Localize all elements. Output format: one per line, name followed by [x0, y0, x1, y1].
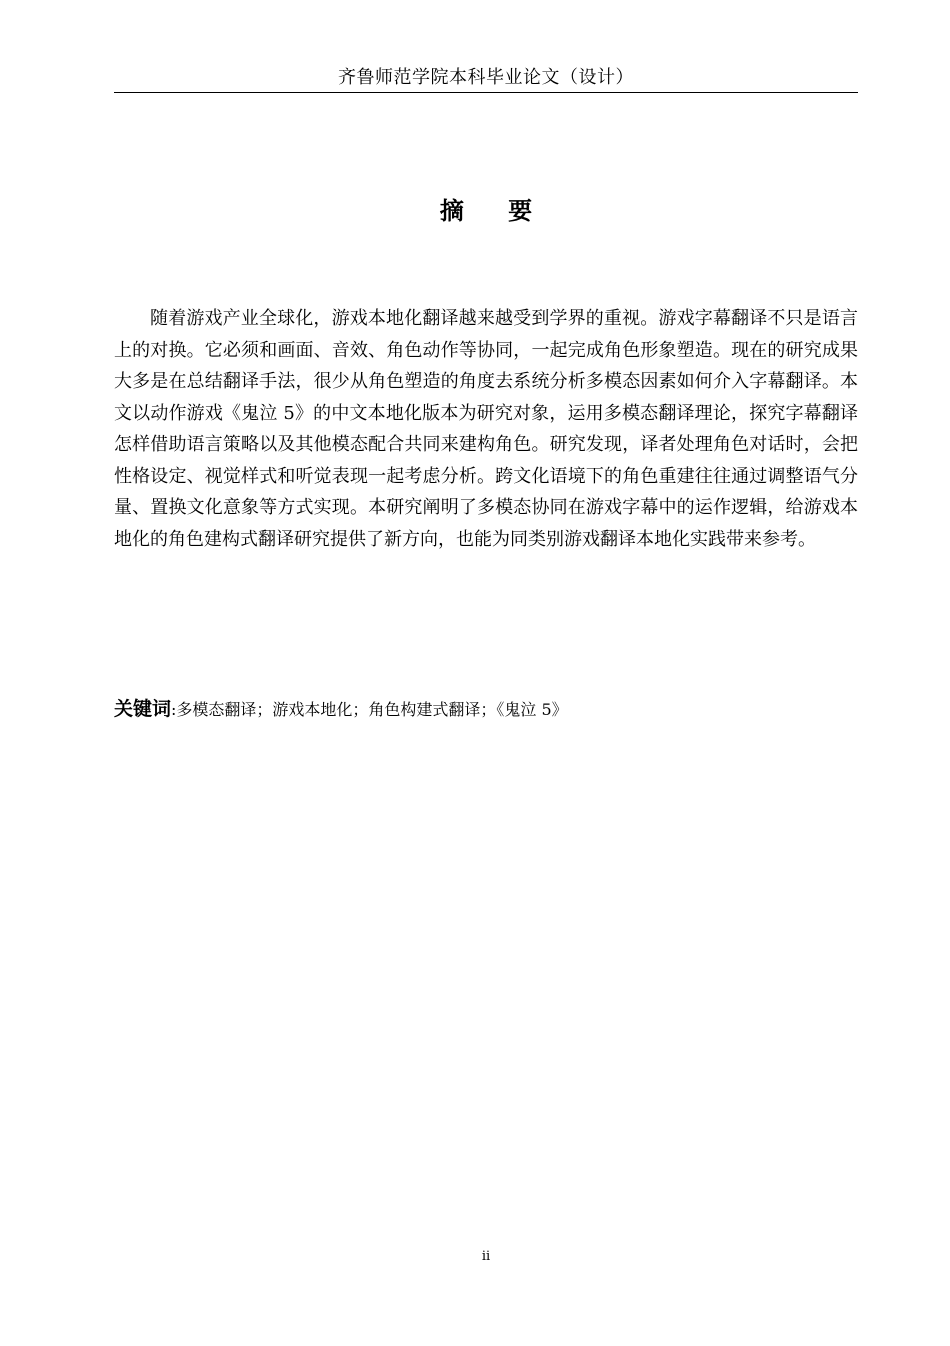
keywords-values: 多模态翻译；游戏本地化；角色构建式翻译；《鬼泣 5》: [176, 700, 568, 719]
running-header-title: 齐鲁师范学院本科毕业论文（设计）: [338, 67, 634, 88]
abstract-title: 摘 要: [439, 197, 533, 225]
keywords-line: [114, 695, 858, 724]
keywords-separator: :: [171, 700, 177, 719]
keywords-label: 关键词: [114, 698, 172, 720]
page-number: ii: [481, 1249, 491, 1264]
header-rule: [114, 92, 858, 93]
abstract-body: 随着游戏产业全球化，游戏本地化翻译越来越受到学界的重视。游戏字幕翻译不只是语言上的对换。它必须和画面、音效、角色动作等协同，一起完成角色形象塑造。现在的研究成果大多是在总结翻译手法，很少从角色塑造的角度去系统分析多模态因素如何介入字幕翻译。本文以动作游戏《鬼泣 5》的中文本地化版本为研究对象，运用多模态翻译理论，探究字幕翻译怎样借助语言策略以及其他模态配合共同来建构角色。研究发现，译者处理角色对话时，会把性格设定、视觉样式和听觉表现一起考虑分析。跨文化语境下的角色重建往往通过调整语气分量、置换文化意象等方式实现。本研究阐明了多模态协同在游戏字幕中的运作逻辑，给游戏本地化的角色建构式翻译研究提供了新方向，也能为同类别游戏翻译本地化实践带来参考。: [114, 308, 858, 550]
